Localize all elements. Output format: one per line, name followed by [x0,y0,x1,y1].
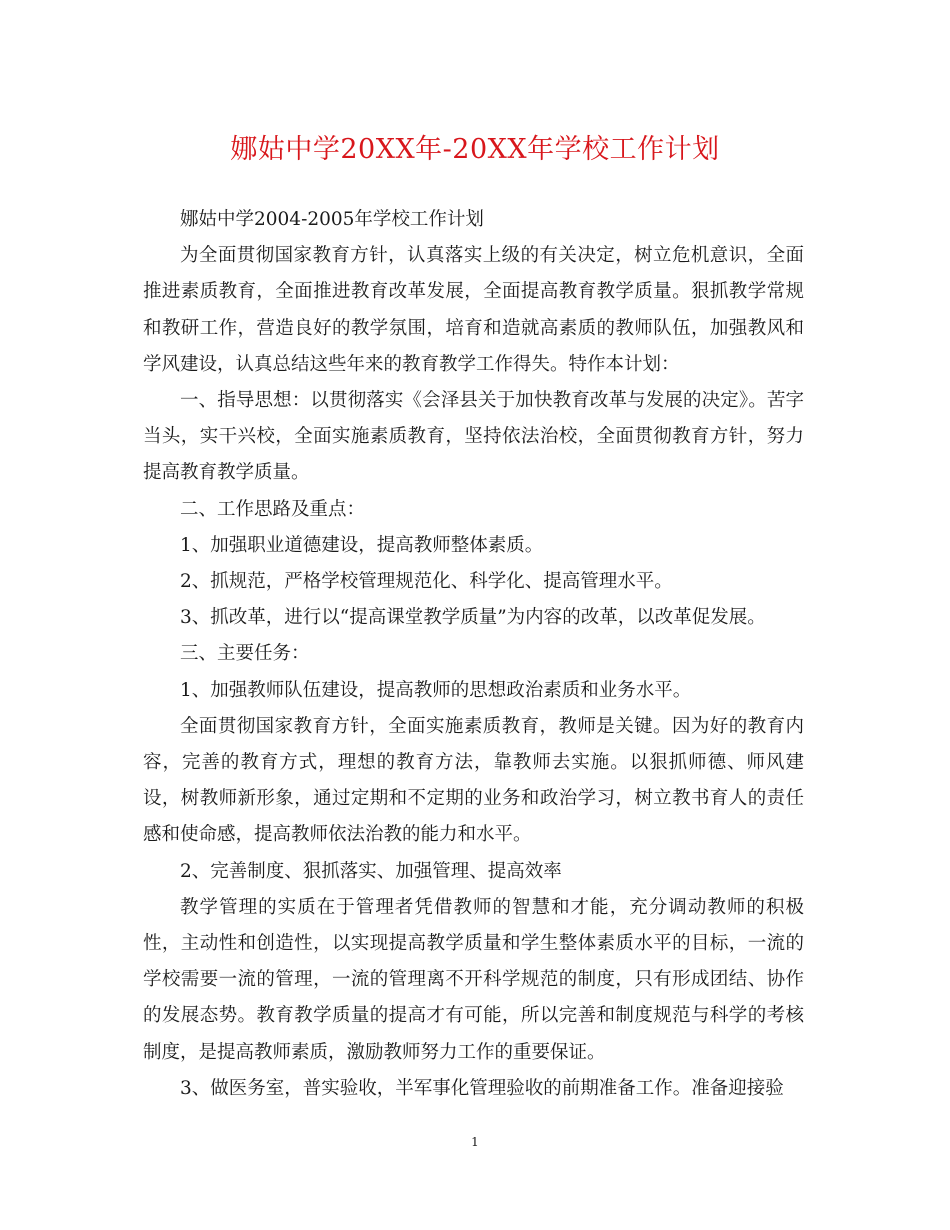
paragraph-subtitle: 娜姑中学2004-2005年学校工作计划 [180,209,484,230]
document-body [143,202,804,1107]
paragraph: 全面贯彻国家教育方针，全面实施素质教育，教师是关键。因为好的教育内容，完善的教育方式，理想的教育方法，靠教师去实施。以狠抓师德、师风建设，树教师新形象，通过定期和不定期的业务和政治学习，树立教书育人的责任感和使命感，提高教师依法治教的能力和水平。 [143,715,804,846]
paragraph: 教学管理的实质在于管理者凭借教师的智慧和才能，充分调动教师的积极性，主动性和创造性，以实现提高教学质量和学生整体素质水平的目标，一流的学校需要一流的管理，一流的管理离不开科学规范的制度，只有形成团结、协作的发展态势。教育教学质量的提高才有可能，所以完善和制度规范与科学的考核制度，是提高教师素质，激励教师努力工作的重要保证。 [143,896,804,1063]
section-heading-work-focus: 二、工作思路及重点： [180,498,366,520]
task-heading: 1、加强教师队伍建设，提高教师的思想政治素质和业务水平。 [180,679,692,701]
task-heading: 2、完善制度、狠抓落实、加强管理、提高效率 [180,860,562,882]
task-heading: 3、做医务室，普实验收，半军事化管理验收的前期准备工作。准备迎接验 [180,1077,784,1099]
paragraph-guiding-ideology: 一、指导思想：以贯彻落实《会泽县关于加快教育改革与发展的决定》。苦字当头，实干兴校，全面实施素质教育，坚持依法治校，全面贯彻教育方针，努力提高教育教学质量。 [143,390,804,484]
document-title: 娜姑中学20XX年-20XX年学校工作计划 [230,134,720,165]
list-item: 2、抓规范，严格学校管理规范化、科学化、提高管理水平。 [180,571,673,593]
paragraph-intro: 为全面贯彻国家教育方针，认真落实上级的有关决定，树立危机意识，全面推进素质教育，全面推进教育改革发展，全面提高教育教学质量。狠抓教学常规和教研工作，营造良好的教学氛围，培育和造就高素质的教师队伍，加强教风和学风建设，认真总结这些年来的教育教学工作得失。特作本计划： [143,245,804,375]
page-number: 1 [471,1135,479,1149]
section-heading-main-tasks: 三、主要任务： [180,643,310,665]
list-item: 1、加强职业道德建设，提高教师整体素质。 [180,534,544,556]
list-item: 3、抓改革，进行以“提高课堂教学质量”为内容的改革，以改革促发展。 [180,607,766,629]
